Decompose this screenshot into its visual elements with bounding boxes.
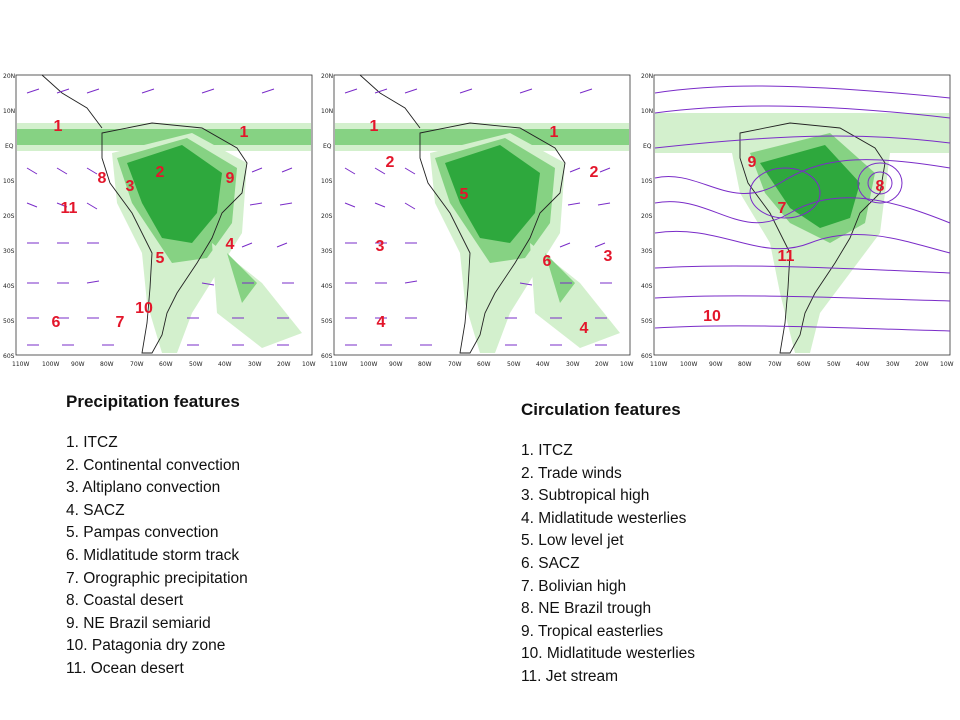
svg-text:20S: 20S bbox=[3, 213, 15, 220]
svg-text:10W: 10W bbox=[940, 361, 954, 368]
svg-text:20S: 20S bbox=[641, 213, 653, 220]
svg-text:80W: 80W bbox=[418, 361, 432, 368]
feature-label: 1 bbox=[239, 124, 249, 141]
feature-label: 9 bbox=[225, 170, 235, 187]
precip-map-panel-2 bbox=[320, 73, 635, 368]
feature-label: 7 bbox=[115, 314, 125, 331]
svg-text:30W: 30W bbox=[886, 361, 900, 368]
svg-text:10W: 10W bbox=[620, 361, 634, 368]
legend-item: 4. Midlatitude westerlies bbox=[521, 509, 687, 527]
legend-item: 2. Trade winds bbox=[521, 464, 622, 482]
svg-text:80W: 80W bbox=[738, 361, 752, 368]
svg-text:100W: 100W bbox=[680, 361, 698, 368]
legend-item: 11. Jet stream bbox=[521, 667, 619, 685]
feature-label: 5 bbox=[459, 186, 469, 203]
svg-text:10N: 10N bbox=[641, 108, 654, 115]
svg-text:60S: 60S bbox=[321, 353, 333, 360]
svg-text:EQ: EQ bbox=[323, 143, 332, 150]
lat-tick-labels bbox=[321, 73, 333, 360]
svg-text:60S: 60S bbox=[641, 353, 653, 360]
svg-text:20W: 20W bbox=[915, 361, 929, 368]
feature-label: 2 bbox=[385, 154, 395, 171]
lat-tick-labels bbox=[641, 73, 653, 360]
legend-item: 9. Tropical easterlies bbox=[521, 622, 664, 640]
feature-label: 2 bbox=[589, 164, 599, 181]
svg-text:30S: 30S bbox=[3, 248, 15, 255]
feature-label: 4 bbox=[579, 320, 589, 337]
map-svg-1 bbox=[2, 73, 317, 368]
lon-tick-labels bbox=[650, 361, 954, 368]
circulation-legend-list bbox=[521, 440, 695, 689]
svg-text:20N: 20N bbox=[321, 73, 334, 80]
svg-text:90W: 90W bbox=[389, 361, 403, 368]
legend-item: 7. Orographic precipitation bbox=[66, 569, 248, 587]
feature-label: 6 bbox=[51, 314, 61, 331]
feature-label: 9 bbox=[747, 154, 757, 171]
svg-text:50S: 50S bbox=[321, 318, 333, 325]
feature-label: 10 bbox=[703, 308, 721, 325]
svg-text:40W: 40W bbox=[218, 361, 232, 368]
svg-text:50S: 50S bbox=[641, 318, 653, 325]
feature-label: 4 bbox=[376, 314, 386, 331]
precipitation-legend-list bbox=[66, 432, 248, 681]
lon-tick-labels bbox=[12, 361, 316, 368]
svg-text:90W: 90W bbox=[709, 361, 723, 368]
legend-item: 8. Coastal desert bbox=[66, 592, 184, 610]
legend-item: 6. Midlatitude storm track bbox=[66, 546, 240, 564]
svg-text:EQ: EQ bbox=[643, 143, 652, 150]
legend-item: 10. Patagonia dry zone bbox=[66, 637, 226, 655]
svg-text:100W: 100W bbox=[42, 361, 60, 368]
svg-text:20S: 20S bbox=[321, 213, 333, 220]
svg-text:50W: 50W bbox=[507, 361, 521, 368]
legend-item: 3. Altiplano convection bbox=[66, 479, 221, 497]
svg-text:60S: 60S bbox=[3, 353, 15, 360]
legend-item: 10. Midlatitude westerlies bbox=[521, 645, 696, 663]
svg-text:110W: 110W bbox=[12, 361, 30, 368]
legend-item: 2. Continental convection bbox=[66, 456, 241, 474]
svg-text:10N: 10N bbox=[3, 108, 16, 115]
legend-item: 11. Ocean desert bbox=[66, 659, 184, 677]
feature-label: 8 bbox=[97, 170, 107, 187]
legend-item: 8. NE Brazil trough bbox=[521, 600, 652, 618]
precip-map-panel-1 bbox=[2, 73, 317, 368]
feature-label: 3 bbox=[603, 248, 613, 265]
circulation-map-panel bbox=[640, 73, 955, 368]
legend-item: 7. Bolivian high bbox=[521, 577, 627, 595]
feature-label: 7 bbox=[777, 200, 787, 217]
svg-text:20N: 20N bbox=[3, 73, 16, 80]
svg-text:80W: 80W bbox=[100, 361, 114, 368]
precipitation-legend bbox=[66, 392, 248, 681]
svg-text:60W: 60W bbox=[159, 361, 173, 368]
svg-text:50S: 50S bbox=[3, 318, 15, 325]
svg-text:30S: 30S bbox=[321, 248, 333, 255]
svg-text:EQ: EQ bbox=[5, 143, 14, 150]
feature-label: 8 bbox=[875, 178, 885, 195]
lat-tick-labels bbox=[3, 73, 15, 360]
svg-text:50W: 50W bbox=[189, 361, 203, 368]
feature-label: 5 bbox=[155, 250, 165, 267]
svg-text:30W: 30W bbox=[566, 361, 580, 368]
legend-item: 6. SACZ bbox=[521, 554, 580, 572]
svg-text:40W: 40W bbox=[856, 361, 870, 368]
feature-label: 3 bbox=[375, 238, 385, 255]
svg-text:50W: 50W bbox=[827, 361, 841, 368]
svg-text:20W: 20W bbox=[595, 361, 609, 368]
svg-text:30W: 30W bbox=[248, 361, 262, 368]
svg-text:90W: 90W bbox=[71, 361, 85, 368]
feature-label: 6 bbox=[542, 253, 552, 270]
svg-text:60W: 60W bbox=[797, 361, 811, 368]
svg-text:10W: 10W bbox=[302, 361, 316, 368]
feature-label: 3 bbox=[125, 178, 135, 195]
feature-label: 2 bbox=[155, 164, 165, 181]
feature-label: 1 bbox=[53, 118, 63, 135]
svg-text:70W: 70W bbox=[448, 361, 462, 368]
feature-label: 4 bbox=[225, 236, 235, 253]
feature-label: 1 bbox=[549, 124, 559, 141]
map-svg-3 bbox=[640, 73, 955, 368]
legend-item: 4. SACZ bbox=[66, 501, 125, 519]
svg-text:60W: 60W bbox=[477, 361, 491, 368]
legend-item: 9. NE Brazil semiarid bbox=[66, 614, 211, 632]
svg-text:30S: 30S bbox=[641, 248, 653, 255]
feature-label: 1 bbox=[369, 118, 379, 135]
legend-item: 3. Subtropical high bbox=[521, 487, 650, 505]
svg-text:110W: 110W bbox=[330, 361, 348, 368]
circulation-legend bbox=[521, 400, 695, 689]
lon-tick-labels bbox=[330, 361, 634, 368]
legend-item: 1. ITCZ bbox=[521, 442, 573, 459]
precipitation-legend-title: Precipitation features bbox=[66, 392, 240, 411]
svg-text:100W: 100W bbox=[360, 361, 378, 368]
legend-item: 5. Pampas convection bbox=[66, 524, 219, 542]
legend-item: 5. Low level jet bbox=[521, 532, 624, 550]
feature-label: 11 bbox=[777, 248, 795, 265]
feature-label: 10 bbox=[135, 300, 153, 317]
circulation-legend-title: Circulation features bbox=[521, 400, 681, 419]
svg-text:40S: 40S bbox=[3, 283, 15, 290]
svg-text:40W: 40W bbox=[536, 361, 550, 368]
svg-text:10S: 10S bbox=[321, 178, 333, 185]
legend-item: 1. ITCZ bbox=[66, 434, 118, 451]
svg-text:10S: 10S bbox=[641, 178, 653, 185]
svg-text:40S: 40S bbox=[641, 283, 653, 290]
svg-text:10N: 10N bbox=[321, 108, 334, 115]
svg-text:40S: 40S bbox=[321, 283, 333, 290]
svg-text:110W: 110W bbox=[650, 361, 668, 368]
svg-text:20W: 20W bbox=[277, 361, 291, 368]
feature-label: 11 bbox=[60, 200, 78, 217]
svg-text:70W: 70W bbox=[768, 361, 782, 368]
svg-text:10S: 10S bbox=[3, 178, 15, 185]
svg-text:70W: 70W bbox=[130, 361, 144, 368]
svg-text:20N: 20N bbox=[641, 73, 654, 80]
